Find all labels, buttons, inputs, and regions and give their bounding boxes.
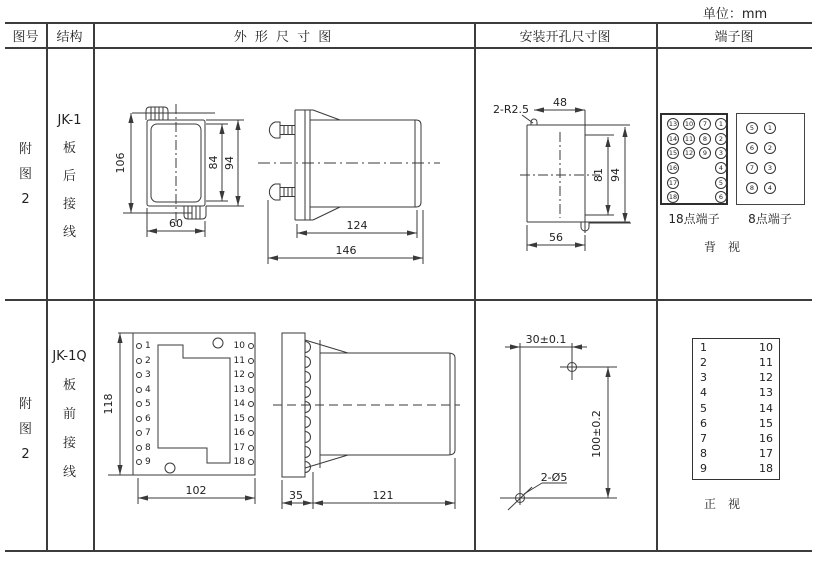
terminal-number: 17 [759, 446, 773, 460]
terminal-numbers-right [750, 342, 773, 474]
terminal-pin: 12 [684, 149, 694, 158]
header-install: 安装开孔尺寸图 [519, 29, 611, 45]
terminal-number: 8 [700, 446, 707, 460]
dim-100: 100±0.2 [590, 410, 603, 458]
terminal-pin: 2 [715, 133, 727, 145]
terminal-label: 8 [136, 443, 160, 453]
terminal-pin: 3 [764, 162, 776, 174]
dim-146: 146 [335, 244, 357, 257]
dim-2-o5: 2-Ø5 [540, 471, 568, 484]
terminal-pin: 8 [746, 182, 758, 194]
dim-56: 56 [549, 231, 563, 244]
structure-char: 线 [62, 465, 76, 480]
fig-char: 2 [21, 192, 30, 207]
header-outline: 外 形 尺 寸 图 [233, 29, 334, 45]
dim-124: 124 [346, 219, 368, 232]
terminal-label: 10 [228, 341, 254, 351]
row2-install-drawing [474, 300, 656, 552]
dim-94: 94 [223, 156, 236, 170]
terminal-label: 4 [136, 385, 160, 395]
terminal-number: 6 [700, 416, 707, 430]
row2-view-label: 正 视 [703, 497, 740, 511]
structure-char: 板 [62, 378, 76, 393]
terminal-label: 18 [228, 457, 254, 467]
structure-char: 后 [62, 169, 76, 184]
terminal-number: 3 [700, 371, 707, 385]
dim-81: 81 [592, 168, 605, 182]
terminal-pin: 15 [668, 149, 678, 158]
fig-char: 附 [18, 397, 32, 412]
structure-char: JK-1Q [52, 349, 87, 364]
row1-view-label: 背 视 [703, 240, 740, 254]
terminal-pin: 5 [715, 177, 727, 189]
terminal-pin: 1 [715, 118, 727, 130]
front-terminals-right [228, 341, 254, 467]
terminal-label: 1 [136, 341, 160, 351]
structure-char: JK-1 [57, 113, 82, 128]
dim-60: 60 [169, 217, 183, 230]
terminal-numbers-left [700, 342, 716, 474]
terminal-label: 6 [136, 414, 160, 424]
terminal-pin: 13 [668, 120, 678, 129]
header-terminal: 端子图 [714, 29, 754, 45]
terminal-number: 4 [700, 386, 707, 400]
terminal-number: 5 [700, 401, 707, 415]
terminal-screw [269, 184, 295, 200]
terminal-block-8pt [736, 113, 805, 205]
terminal-number: 2 [700, 356, 707, 370]
terminal-number: 11 [759, 356, 773, 370]
dim-94: 94 [609, 168, 622, 182]
header-structure: 结构 [56, 29, 83, 45]
dim-118: 118 [102, 393, 115, 415]
terminal-label: 15 [228, 414, 254, 424]
terminal-label: 3 [136, 370, 160, 380]
side-view [273, 333, 460, 509]
dim-35: 35 [289, 489, 303, 502]
terminal-number: 15 [759, 416, 773, 430]
row1-fig-label [5, 143, 46, 207]
dim-121: 121 [372, 489, 394, 502]
structure-char: 接 [62, 436, 76, 451]
terminal-label: 7 [136, 428, 160, 438]
terminal-number: 10 [759, 341, 773, 354]
terminal-label: 9 [136, 457, 160, 467]
dim-84: 84 [207, 155, 220, 170]
terminal-pin: 1 [764, 122, 776, 134]
terminal-pin: 3 [715, 147, 727, 159]
dim-30: 30±0.1 [525, 333, 567, 346]
terminal-screw [269, 122, 295, 138]
row1-structure-label [46, 114, 93, 240]
dim-102: 102 [185, 484, 207, 497]
terminal-pin: 5 [746, 122, 758, 134]
terminal-pin: 16 [668, 164, 678, 173]
fig-char: 2 [21, 447, 30, 462]
row2-structure-label [46, 350, 93, 480]
terminal-pin: 17 [668, 178, 678, 187]
header-fig-no: 图号 [12, 29, 39, 45]
terminal-pin: 11 [684, 134, 694, 143]
terminal-pin: 7 [699, 118, 711, 130]
terminal-pin: 10 [684, 120, 694, 129]
column-line-4 [656, 22, 658, 552]
terminal-pin: 9 [699, 147, 711, 159]
terminal-label: 5 [136, 399, 160, 409]
terminal-number: 7 [700, 431, 707, 445]
dim-106: 106 [114, 152, 127, 174]
fig-char: 图 [18, 167, 32, 182]
fig-char: 图 [18, 422, 32, 437]
terminal-pin: 8 [699, 133, 711, 145]
row2-fig-label [5, 398, 46, 462]
row1-install-drawing [474, 48, 656, 300]
terminal-pin: 7 [746, 162, 758, 174]
row1-outline-dim-labels [114, 153, 368, 258]
terminal-number: 18 [759, 462, 773, 475]
terminal-label: 11 [228, 356, 254, 366]
structure-char: 前 [62, 407, 76, 422]
terminal-number: 14 [759, 401, 773, 415]
relay-side-view [258, 110, 440, 264]
terminal-pin: 2 [764, 142, 776, 154]
structure-char: 线 [62, 225, 76, 240]
terminal-label: 16 [228, 428, 254, 438]
terminal-number: 13 [759, 386, 773, 400]
dim-48: 48 [553, 96, 567, 109]
terminal-block-18pt [660, 113, 728, 205]
terminal-label: 17 [228, 443, 254, 453]
row2-install-dim-labels [526, 333, 603, 484]
caption-8pt: 8点端子 [748, 212, 792, 226]
terminal-number: 16 [759, 431, 773, 445]
caption-18pt: 18点端子 [668, 212, 720, 226]
terminal-pin: 6 [746, 142, 758, 154]
terminal-pin: 18 [668, 193, 678, 202]
row1-outline-drawing [93, 48, 474, 300]
terminal-number: 9 [700, 462, 707, 475]
fig-char: 附 [18, 142, 32, 157]
front-terminals-left [136, 341, 160, 467]
terminal-label: 2 [136, 356, 160, 366]
terminal-label: 13 [228, 385, 254, 395]
terminal-number: 1 [700, 341, 707, 354]
terminal-label: 14 [228, 399, 254, 409]
dim-2-r2.5: 2-R2.5 [492, 103, 530, 116]
unit-label: 单位：mm [702, 7, 768, 22]
terminal-pin: 4 [764, 182, 776, 194]
terminal-pin: 14 [668, 134, 678, 143]
terminal-label: 12 [228, 370, 254, 380]
structure-char: 板 [62, 141, 76, 156]
terminal-pin: 4 [715, 162, 727, 174]
terminal-number: 12 [759, 371, 773, 385]
terminal-pin: 6 [715, 191, 727, 203]
structure-char: 接 [62, 197, 76, 212]
